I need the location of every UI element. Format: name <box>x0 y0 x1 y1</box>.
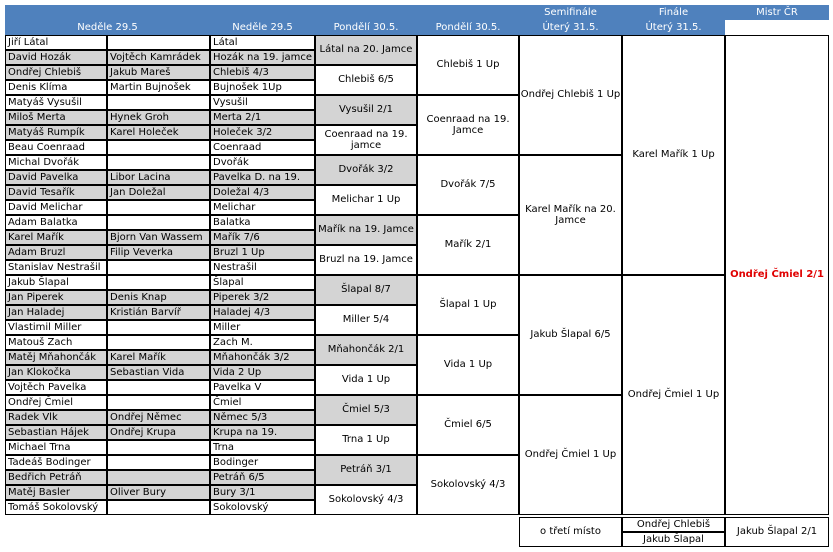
round1-winner: Holeček 3/2 <box>210 125 315 140</box>
entrant-b <box>107 500 210 515</box>
entrant-b <box>107 380 210 395</box>
round1-winner: Melichar <box>210 200 315 215</box>
entrant-b <box>107 95 210 110</box>
quarterfinal-result: Chlebiš 1 Up <box>417 35 519 95</box>
date-heading: Úterý 31.5. <box>622 20 725 35</box>
entrant-b <box>107 395 210 410</box>
entrant-a: David Melichar <box>5 200 107 215</box>
entrant-a: Karel Mařík <box>5 230 107 245</box>
entrant-b <box>107 455 210 470</box>
quarterfinal-result: Mařík 2/1 <box>417 215 519 275</box>
round1-winner: Vida 2 Up <box>210 365 315 380</box>
entrant-a: Tadeáš Bodinger <box>5 455 107 470</box>
champion-name: Ondřej Čmiel 2/1 <box>725 35 829 515</box>
entrant-a: Matyáš Rumpík <box>5 125 107 140</box>
date-heading: Pondělí 30.5. <box>417 20 519 35</box>
entrant-a: Matouš Zach <box>5 335 107 350</box>
round1-winner: Vysušil <box>210 95 315 110</box>
entrant-b: Martin Bujnošek <box>107 80 210 95</box>
entrant-b <box>107 275 210 290</box>
round1-winner: Coenraad <box>210 140 315 155</box>
round1-winner: Petráň 6/5 <box>210 470 315 485</box>
entrant-a: Ondřej Čmiel <box>5 395 107 410</box>
entrant-b <box>107 260 210 275</box>
entrant-a: David Tesařík <box>5 185 107 200</box>
round16-result: Mařík na 19. Jamce <box>315 215 417 245</box>
semifinal-result: Ondřej Chlebiš 1 Up <box>519 35 622 155</box>
round1-winner: Němec 5/3 <box>210 410 315 425</box>
round16-result: Dvořák 3/2 <box>315 155 417 185</box>
entrant-b: Denis Knap <box>107 290 210 305</box>
entrant-a: Sebastian Hájek <box>5 425 107 440</box>
entrant-a: Michal Dvořák <box>5 155 107 170</box>
round1-winner: Haladej 4/3 <box>210 305 315 320</box>
round1-winner: Chlebiš 4/3 <box>210 65 315 80</box>
champion-heading: Mistr ČR <box>725 5 829 20</box>
semifinal-result: Ondřej Čmiel 1 Up <box>519 395 622 515</box>
entrant-b: Vojtěch Kamrádek <box>107 50 210 65</box>
round16-result: Sokolovský 4/3 <box>315 485 417 515</box>
round1-winner: Zach M. <box>210 335 315 350</box>
entrant-b <box>107 440 210 455</box>
date-heading: Úterý 31.5. <box>519 20 622 35</box>
round1-winner: Piperek 3/2 <box>210 290 315 305</box>
round16-result: Trna 1 Up <box>315 425 417 455</box>
round16-result: Čmiel 5/3 <box>315 395 417 425</box>
round1-winner: Bujnošek 1Up <box>210 80 315 95</box>
round1-winner: Bury 3/1 <box>210 485 315 500</box>
final-result: Ondřej Čmiel 1 Up <box>622 275 725 515</box>
entrant-a: Radek Vlk <box>5 410 107 425</box>
entrant-b <box>107 140 210 155</box>
entrant-a: Stanislav Nestrašil <box>5 260 107 275</box>
entrant-a: David Pavelka <box>5 170 107 185</box>
entrant-a: Matyáš Vysušil <box>5 95 107 110</box>
quarterfinal-result: Šlapal 1 Up <box>417 275 519 335</box>
round1-winner: Čmiel <box>210 395 315 410</box>
entrant-b: Oliver Bury <box>107 485 210 500</box>
entrant-a: Vlastimil Miller <box>5 320 107 335</box>
round1-winner: Krupa na 19. <box>210 425 315 440</box>
entrant-b: Hynek Groh <box>107 110 210 125</box>
entrant-a: Vojtěch Pavelka <box>5 380 107 395</box>
round1-winner: Bruzl 1 Up <box>210 245 315 260</box>
date-heading: Neděle 29.5 <box>5 20 210 35</box>
third-place-result: Jakub Šlapal 2/1 <box>725 517 829 547</box>
round16-result: Melichar 1 Up <box>315 185 417 215</box>
entrant-b: Kristián Barvíř <box>107 305 210 320</box>
semifinal-result: Jakub Šlapal 6/5 <box>519 275 622 395</box>
quarterfinal-result: Vida 1 Up <box>417 335 519 395</box>
entrant-b <box>107 155 210 170</box>
quarterfinal-result: Čmiel 6/5 <box>417 395 519 455</box>
entrant-b <box>107 35 210 50</box>
quarterfinal-result: Sokolovský 4/3 <box>417 455 519 515</box>
quarterfinal-result: Dvořák 7/5 <box>417 155 519 215</box>
third-place-player: Ondřej Chlebiš <box>622 517 725 532</box>
round1-winner: Miller <box>210 320 315 335</box>
entrant-b: Sebastian Vida <box>107 365 210 380</box>
round1-winner: Balatka <box>210 215 315 230</box>
round1-winner: Látal <box>210 35 315 50</box>
entrant-b: Jan Doležal <box>107 185 210 200</box>
entrant-b: Ondřej Krupa <box>107 425 210 440</box>
round16-result: Miller 5/4 <box>315 305 417 335</box>
round1-winner: Pavelka V <box>210 380 315 395</box>
date-heading: Pondělí 30.5. <box>315 20 417 35</box>
entrant-a: David Hozák <box>5 50 107 65</box>
entrant-b <box>107 320 210 335</box>
entrant-a: Beau Coenraad <box>5 140 107 155</box>
semifinal-heading: Semifinále <box>519 5 622 20</box>
round1-winner: Hozák na 19. jamce <box>210 50 315 65</box>
entrant-b: Karel Holeček <box>107 125 210 140</box>
round1-winner: Trna <box>210 440 315 455</box>
round16-result: Petráň 3/1 <box>315 455 417 485</box>
round1-winner: Merta 2/1 <box>210 110 315 125</box>
semifinal-result: Karel Mařík na 20. Jamce <box>519 155 622 275</box>
entrant-a: Miloš Merta <box>5 110 107 125</box>
entrant-b: Bjorn Van Wassem <box>107 230 210 245</box>
entrant-b: Ondřej Němec <box>107 410 210 425</box>
round16-result: Bruzl na 19. Jamce <box>315 245 417 275</box>
round16-result: Látal na 20. Jamce <box>315 35 417 65</box>
entrant-a: Adam Balatka <box>5 215 107 230</box>
round1-winner: Mňahončák 3/2 <box>210 350 315 365</box>
entrant-a: Matěj Basler <box>5 485 107 500</box>
bracket-sheet <box>5 5 829 548</box>
entrant-a: Jakub Šlapal <box>5 275 107 290</box>
entrant-b: Libor Lacina <box>107 170 210 185</box>
round16-result: Vida 1 Up <box>315 365 417 395</box>
round1-winner: Mařík 7/6 <box>210 230 315 245</box>
entrant-b <box>107 215 210 230</box>
round1-winner: Dvořák <box>210 155 315 170</box>
entrant-a: Michael Trna <box>5 440 107 455</box>
final-result: Karel Mařík 1 Up <box>622 35 725 275</box>
third-place-label: o třetí místo <box>519 517 622 547</box>
entrant-a: Matěj Mňahončák <box>5 350 107 365</box>
entrant-a: Jan Haladej <box>5 305 107 320</box>
entrant-a: Jiří Látal <box>5 35 107 50</box>
entrant-a: Jan Klokočka <box>5 365 107 380</box>
round16-result: Vysušil 2/1 <box>315 95 417 125</box>
round16-result: Mňahončák 2/1 <box>315 335 417 365</box>
round1-winner: Nestrašil <box>210 260 315 275</box>
round16-result: Šlapal 8/7 <box>315 275 417 305</box>
third-place-player: Jakub Šlapal <box>622 532 725 547</box>
entrant-b <box>107 200 210 215</box>
entrant-b: Jakub Mareš <box>107 65 210 80</box>
entrant-a: Adam Bruzl <box>5 245 107 260</box>
quarterfinal-result: Coenraad na 19. Jamce <box>417 95 519 155</box>
entrant-a: Tomáš Sokolovský <box>5 500 107 515</box>
entrant-b <box>107 470 210 485</box>
round1-winner: Šlapal <box>210 275 315 290</box>
entrant-b: Filip Veverka <box>107 245 210 260</box>
round1-winner: Sokolovský <box>210 500 315 515</box>
final-heading: Finále <box>622 5 725 20</box>
round1-winner: Pavelka D. na 19. <box>210 170 315 185</box>
entrant-a: Jan Piperek <box>5 290 107 305</box>
round16-result: Coenraad na 19. jamce <box>315 125 417 155</box>
round16-result: Chlebiš 6/5 <box>315 65 417 95</box>
date-heading: Neděle 29.5 <box>210 20 315 35</box>
round1-winner: Doležal 4/3 <box>210 185 315 200</box>
entrant-b <box>107 335 210 350</box>
entrant-a: Bedřich Petráň <box>5 470 107 485</box>
entrant-b: Karel Mařík <box>107 350 210 365</box>
entrant-a: Ondřej Chlebiš <box>5 65 107 80</box>
round1-winner: Bodinger <box>210 455 315 470</box>
entrant-a: Denis Klíma <box>5 80 107 95</box>
